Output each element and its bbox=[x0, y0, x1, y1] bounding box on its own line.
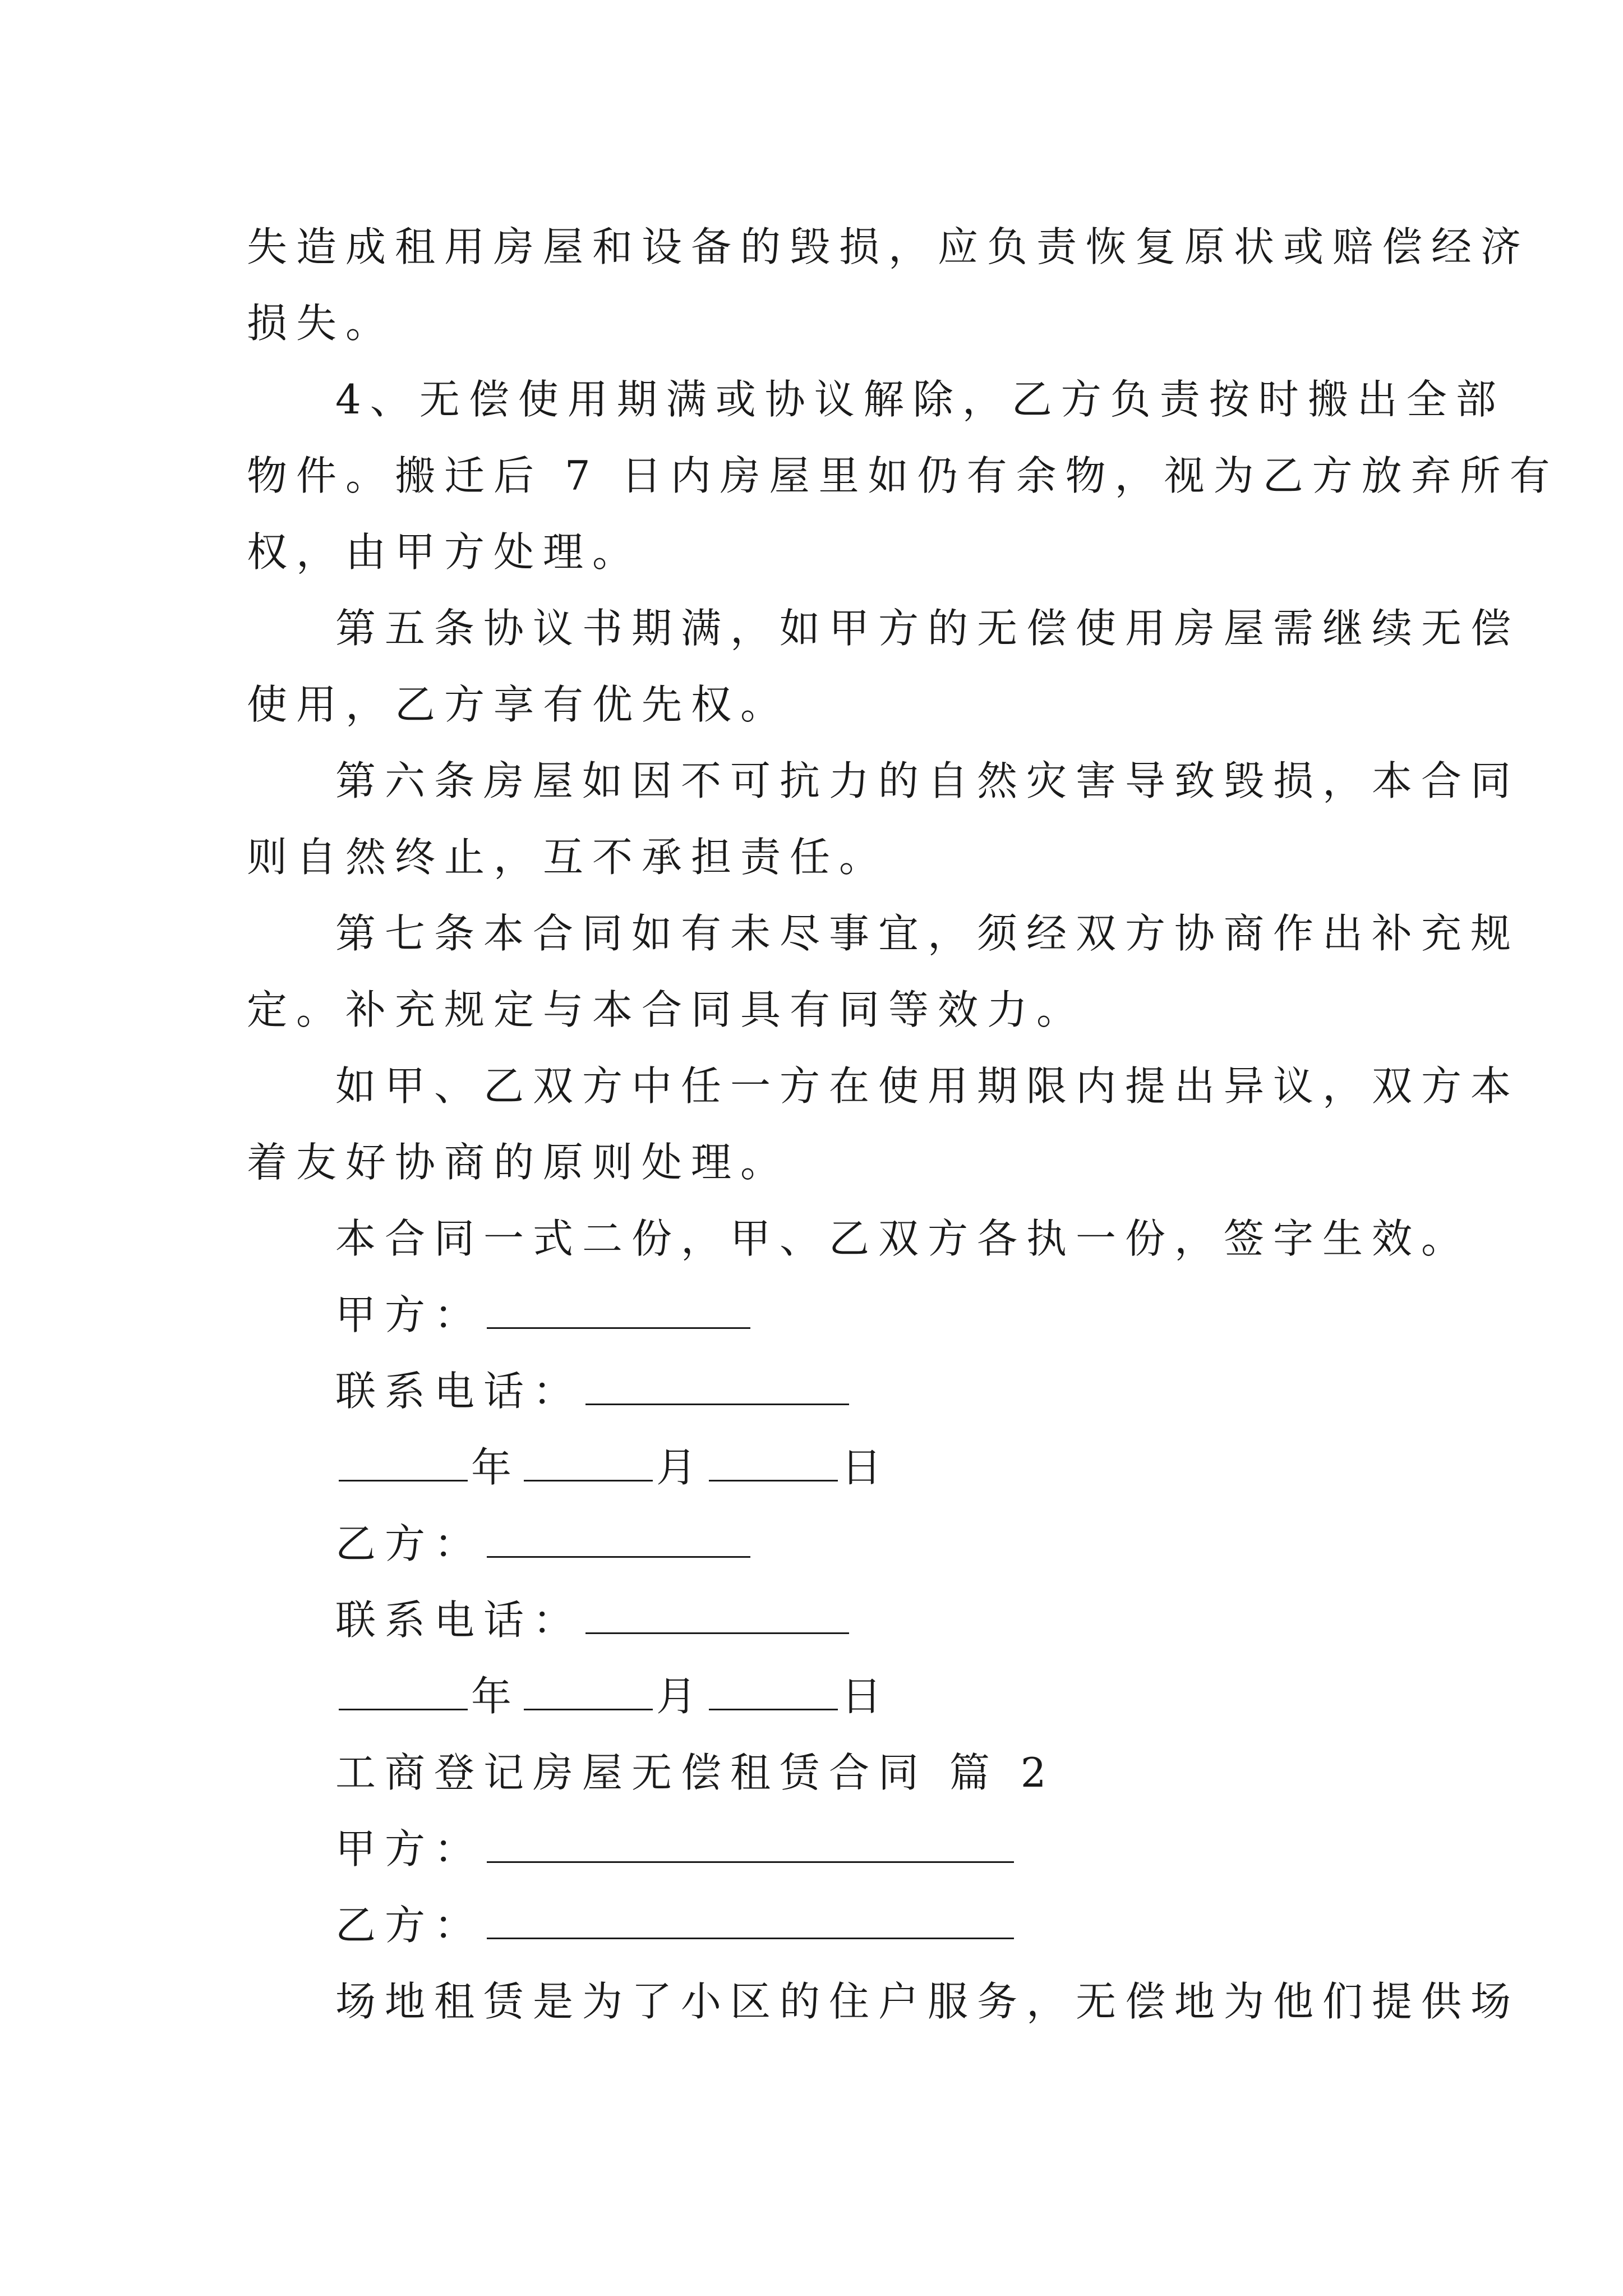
phone-label: 联系电话： bbox=[335, 1368, 583, 1415]
paragraph-line: 场地租赁是为了小区的住户服务，无偿地为他们提供场 bbox=[335, 1978, 1520, 2025]
party-b-label: 乙方： bbox=[335, 1520, 484, 1567]
paragraph-line: 物件。搬迁后 7 日内房屋里如仍有余物，视为乙方放弃所有 bbox=[247, 452, 1559, 499]
party-a-row-2 bbox=[335, 1822, 1017, 1876]
paragraph-line: 权，由甲方处理。 bbox=[247, 528, 642, 576]
paragraph-line: 第五条协议书期满，如甲方的无偿使用房屋需继续无偿 bbox=[335, 605, 1520, 652]
month-blank[interactable] bbox=[524, 1675, 653, 1710]
paragraph-line: 失造成租用房屋和设备的毁损，应负责恢复原状或赔偿经济 bbox=[247, 223, 1530, 270]
paragraph-line: 着友好协商的原则处理。 bbox=[247, 1139, 790, 1186]
paragraph-line: 定。补充规定与本合同具有同等效力。 bbox=[247, 986, 1086, 1033]
party-a-name-blank[interactable] bbox=[487, 1828, 1014, 1863]
year-label: 年 bbox=[471, 1673, 521, 1720]
year-blank[interactable] bbox=[339, 1446, 468, 1481]
month-label: 月 bbox=[656, 1673, 706, 1720]
paragraph-line: 4、无偿使用期满或协议解除，乙方负责按时搬出全部 bbox=[335, 376, 1505, 423]
phone-row-b bbox=[335, 1593, 852, 1647]
paragraph-line: 第六条房屋如因不可抗力的自然灾害导致毁损，本合同 bbox=[335, 757, 1520, 804]
party-a-signature-blank[interactable] bbox=[487, 1294, 750, 1329]
phone-row-a bbox=[335, 1364, 852, 1418]
year-label: 年 bbox=[471, 1444, 521, 1491]
party-a-label: 甲方： bbox=[335, 1291, 484, 1338]
party-b-name-blank[interactable] bbox=[487, 1904, 1014, 1939]
party-b-row bbox=[335, 1517, 754, 1571]
month-blank[interactable] bbox=[524, 1446, 653, 1481]
paragraph-line: 如甲、乙双方中任一方在使用期限内提出异议，双方本 bbox=[335, 1062, 1520, 1110]
phone-a-blank[interactable] bbox=[585, 1370, 849, 1405]
day-blank[interactable] bbox=[709, 1675, 838, 1710]
phone-b-blank[interactable] bbox=[585, 1599, 849, 1634]
day-label: 日 bbox=[841, 1444, 891, 1491]
party-b-row-2 bbox=[335, 1898, 1017, 1952]
year-blank[interactable] bbox=[339, 1675, 468, 1710]
party-a-row bbox=[335, 1288, 754, 1342]
paragraph-line: 本合同一式二份，甲、乙双方各执一份，签字生效。 bbox=[335, 1215, 1471, 1262]
party-b-label: 乙方： bbox=[335, 1902, 484, 1949]
paragraph-line: 使用，乙方享有优先权。 bbox=[247, 681, 790, 728]
paragraph-line: 损失。 bbox=[247, 300, 395, 347]
party-a-label: 甲方： bbox=[335, 1825, 484, 1872]
month-label: 月 bbox=[656, 1444, 706, 1491]
section-title: 工商登记房屋无偿租赁合同 篇 2 bbox=[335, 1749, 1055, 1796]
day-label: 日 bbox=[841, 1673, 891, 1720]
day-blank[interactable] bbox=[709, 1446, 838, 1481]
date-row-b bbox=[335, 1669, 891, 1723]
party-b-signature-blank[interactable] bbox=[487, 1522, 750, 1558]
phone-label: 联系电话： bbox=[335, 1596, 583, 1644]
paragraph-line: 则自然终止，互不承担责任。 bbox=[247, 834, 889, 881]
date-row-a bbox=[335, 1441, 891, 1494]
paragraph-line: 第七条本合同如有未尽事宜，须经双方协商作出补充规 bbox=[335, 910, 1520, 957]
